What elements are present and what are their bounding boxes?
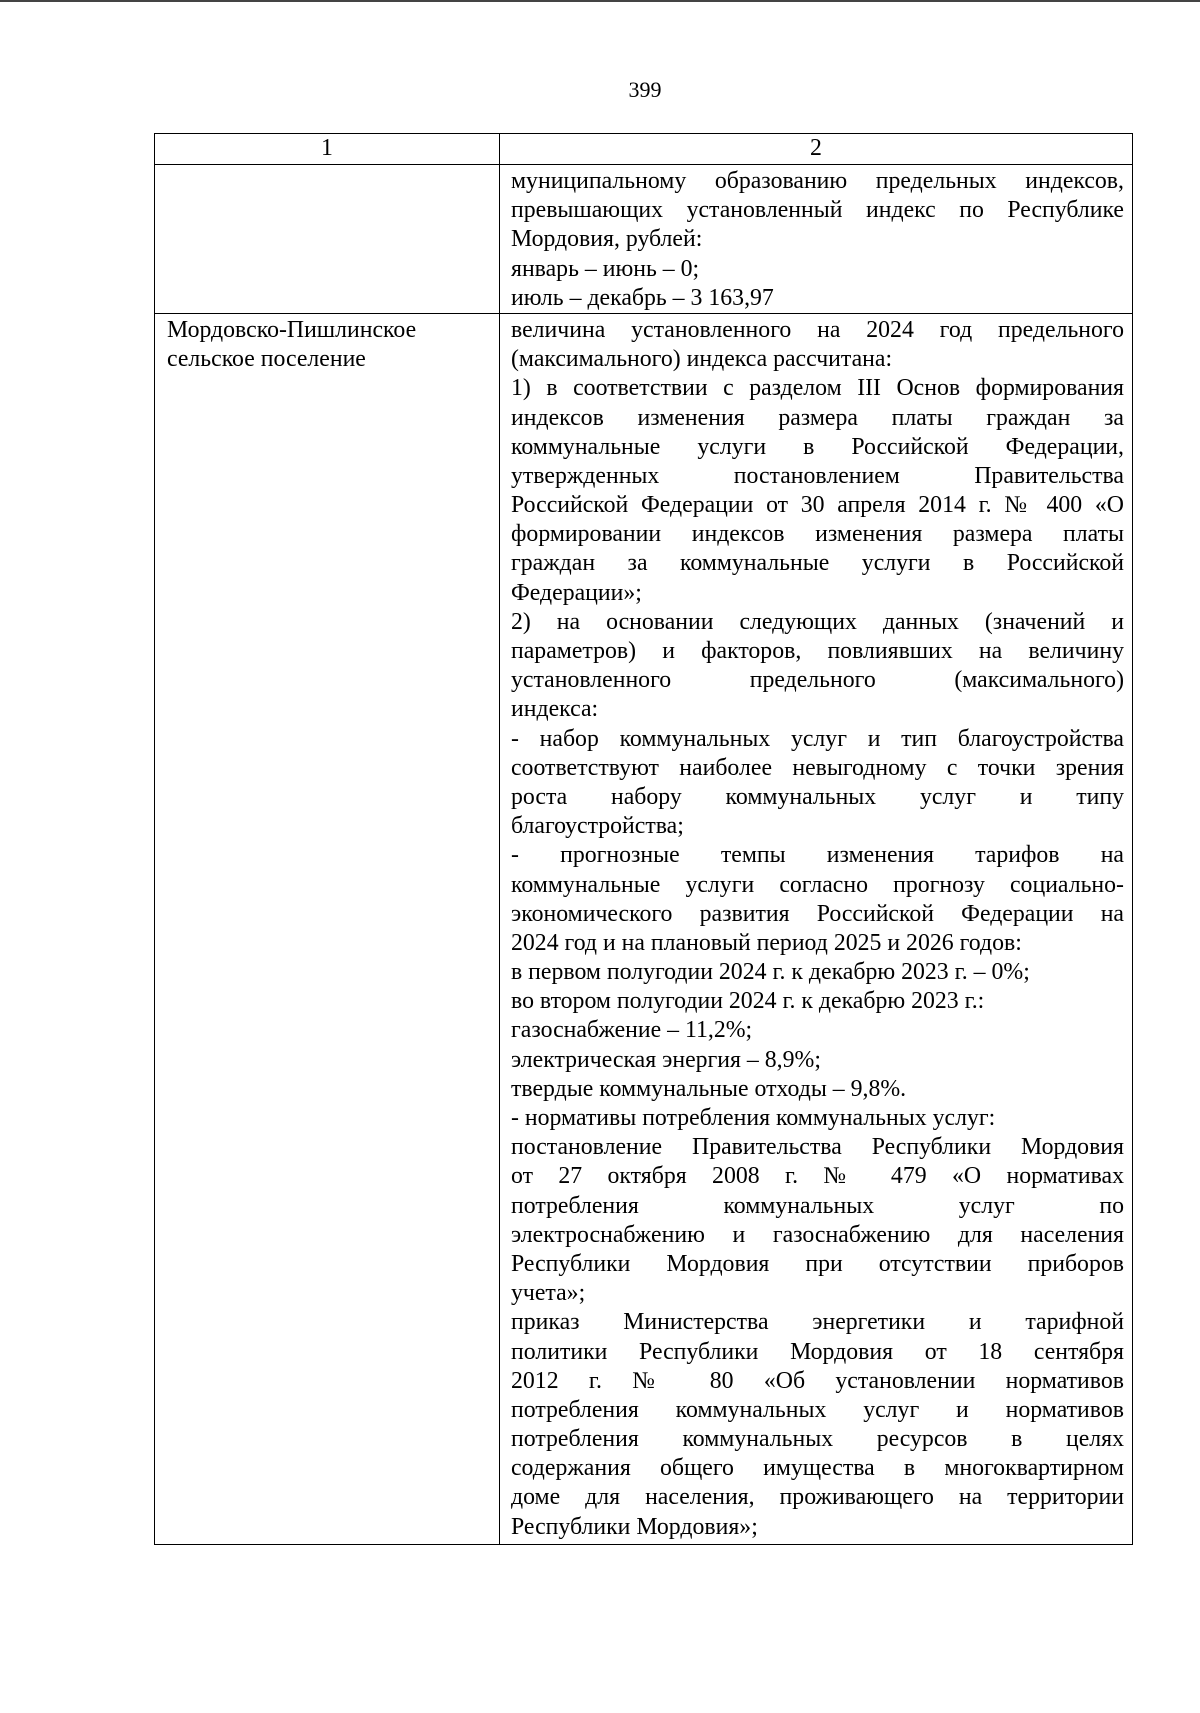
text-line: 1) в соответствии с разделом III Основ формирования <box>511 375 1124 402</box>
column-header-2: 2 <box>500 134 1133 165</box>
text-line: установленного предельного (максимального) <box>511 667 1124 694</box>
text-line: электроснабжению и газоснабжению для населения <box>511 1221 1124 1248</box>
table-row <box>155 313 1133 1544</box>
text-line: формировании индексов изменения размера платы <box>511 521 1124 548</box>
text-line: превышающих установленный индекс по Республике <box>511 197 1124 224</box>
text-line: твердые коммунальные отходы – 9,8%. <box>511 1075 907 1102</box>
text-line: величина установленного на 2024 год предельного <box>511 316 1124 343</box>
text-line: от 27 октября 2008 г. № 479 «О нормативах <box>511 1163 1124 1190</box>
row2-description-cell <box>500 313 1133 1544</box>
page-number: 399 <box>628 77 662 102</box>
table-header-row <box>155 134 1133 165</box>
text-line: роста набору коммунальных услуг и типу <box>511 783 1124 810</box>
text-line: постановление Правительства Республики Мордовия <box>511 1134 1124 1161</box>
text-line: учета»; <box>511 1280 586 1307</box>
text-line: Мордовия, рублей: <box>511 226 703 253</box>
text-line: индекса: <box>511 696 599 723</box>
municipality-name-line: сельское поселение <box>167 346 366 373</box>
scan-top-edge <box>0 0 1200 2</box>
row2-municipality-cell <box>155 313 500 1544</box>
document-table <box>154 133 1133 1545</box>
text-line: 2012 г. № 80 «Об установлении нормативов <box>511 1367 1124 1394</box>
text-line: политики Республики Мордовия от 18 сентября <box>511 1338 1124 1365</box>
text-line: Федерации»; <box>511 579 642 606</box>
text-line: январь – июнь – 0; <box>511 255 700 282</box>
text-line: - набор коммунальных услуг и тип благоустройства <box>511 725 1124 752</box>
text-line: во втором полугодии 2024 г. к декабрю 2023 г.: <box>511 988 985 1015</box>
text-line: (максимального) индекса рассчитана: <box>511 346 893 373</box>
text-line: индексов изменения размера платы граждан за <box>511 404 1124 431</box>
text-line: экономического развития Российской Федерации на <box>511 900 1124 927</box>
text-line: соответствуют наиболее невыгодному с точки зрения <box>511 754 1124 781</box>
text-line: в первом полугодии 2024 г. к декабрю 2023 г. – 0%; <box>511 959 1030 986</box>
text-line: потребления коммунальных услуг по <box>511 1192 1124 1219</box>
text-line: Российской Федерации от 30 апреля 2014 г. № 400 «О <box>511 492 1124 519</box>
text-line: Республики Мордовия при отсутствии приборов <box>511 1250 1124 1277</box>
text-line: граждан за коммунальные услуги в Российской <box>511 550 1124 577</box>
text-line: потребления коммунальных ресурсов в целях <box>511 1426 1124 1453</box>
text-line: приказ Министерства энергетики и тарифной <box>511 1309 1124 1336</box>
text-line: 2) на основании следующих данных (значений и <box>511 608 1124 635</box>
text-line: содержания общего имущества в многоквартирном <box>511 1455 1124 1482</box>
column-header-1: 1 <box>155 134 500 165</box>
text-line: муниципальному образованию предельных индексов, <box>511 168 1124 194</box>
row1-municipality-cell <box>155 165 500 314</box>
text-line: Республики Мордовия»; <box>511 1513 758 1540</box>
row1-description-cell <box>500 165 1133 314</box>
text-line: - прогнозные темпы изменения тарифов на <box>511 842 1124 869</box>
text-line: параметров) и факторов, повлиявших на величину <box>511 638 1124 664</box>
text-line: - нормативы потребления коммунальных услуг: <box>511 1105 996 1131</box>
text-line: коммунальные услуги согласно прогнозу социально- <box>511 871 1124 898</box>
text-line: благоустройства; <box>511 813 684 840</box>
text-line: коммунальные услуги в Российской Федерации, <box>511 433 1124 460</box>
text-line: доме для населения, проживающего на территории <box>511 1484 1124 1511</box>
text-line: июль – декабрь – 3 163,97 <box>511 284 774 311</box>
table-row <box>155 165 1133 314</box>
text-line: утвержденных постановлением Правительства <box>511 462 1124 489</box>
text-line: 2024 год и на плановый период 2025 и 2026 годов: <box>511 929 1022 956</box>
municipality-name-line: Мордовско-Пишлинское <box>167 316 417 343</box>
text-line: потребления коммунальных услуг и нормативов <box>511 1396 1124 1423</box>
text-line: газоснабжение – 11,2%; <box>511 1017 753 1044</box>
text-line: электрическая энергия – 8,9%; <box>511 1046 821 1073</box>
